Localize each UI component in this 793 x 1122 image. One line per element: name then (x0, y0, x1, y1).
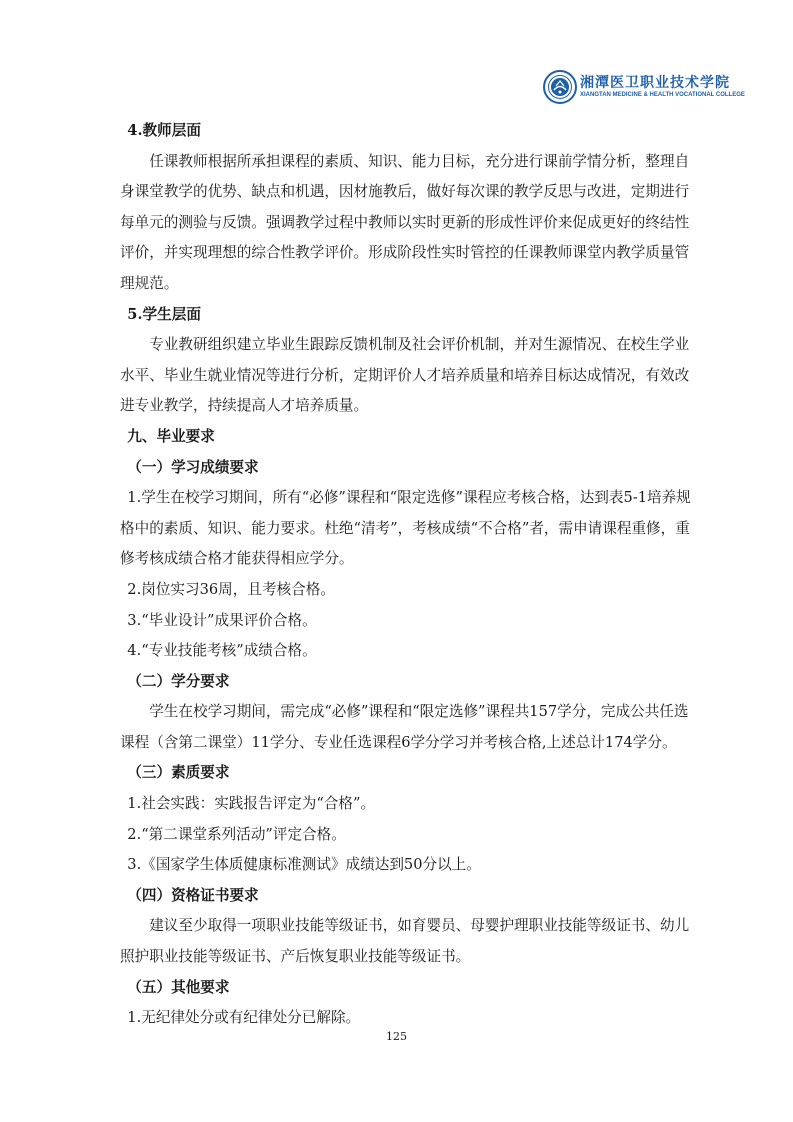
quality-item-3: 3.《国家学生体质健康标准测试》成绩达到50分以上。 (127, 856, 481, 874)
student-level-heading: 5.学生层面 (127, 305, 201, 323)
academic-item-4: 4.“专业技能考核”成绩合格。 (127, 642, 317, 660)
college-english-name: XIANGTAN MEDICINE & HEALTH VOCATIONAL COLLEGE (580, 92, 745, 98)
quality-requirements-heading: （三）素质要求 (127, 764, 230, 782)
document-body (120, 116, 698, 1034)
academic-item-1: 1.学生在校学习期间，所有“必修”课程和“限定选修”课程应考核合格，达到表5-1培养规格中的素质、知识、能力要求。杜绝“清考”，考核成绩“不合格”者，需申请课程重修，重修考核成绩合格才能获得相应学分。 (120, 489, 691, 568)
college-logo (543, 70, 743, 110)
credit-requirements-heading: （二）学分要求 (127, 672, 230, 690)
page-number: 125 (386, 1030, 407, 1043)
student-level-paragraph: 专业教研组织建立毕业生跟踪反馈机制及社会评价机制，并对生源情况、在校生学业水平、毕业生就业情况等进行分析，定期评价人才培养质量和培养目标达成情况，有效改进专业教学，持续提高人才培养质量。 (120, 336, 690, 415)
teacher-level-paragraph: 任课教师根据所承担课程的素质、知识、能力目标，充分进行课前学情分析，整理自身课堂教学的优势、缺点和机遇，因材施教后，做好每次课的教学反思与改进，定期进行每单元的测验与反馈。强调教学过程中教师以实时更新的形成性评价来促成更好的终结性评价，并实现理想的综合性教学评价。形成阶段性实时管控的任课教师课堂内教学质量管理规范。 (120, 152, 690, 292)
academic-item-3: 3.“毕业设计”成果评价合格。 (127, 611, 317, 629)
academic-requirements-heading: （一）学习成绩要求 (127, 458, 259, 476)
graduation-requirements-heading: 九、毕业要求 (127, 427, 215, 445)
certificate-requirements-paragraph: 建议至少取得一项职业技能等级证书，如育婴员、母婴护理职业技能等级证书、幼儿照护职业技能等级证书、产后恢复职业技能等级证书。 (120, 917, 690, 966)
credit-requirements-paragraph: 学生在校学习期间，需完成“必修”课程和“限定选修”课程共157学分，完成公共任选课程（含第二课堂）11学分、专业任选课程6学分学习并考核合格,上述总计174学分。 (120, 703, 689, 751)
college-name: 湘潭医卫职业技术学院 (580, 75, 730, 91)
other-requirements-heading: （五）其他要求 (127, 978, 230, 996)
quality-item-2: 2.“第二课堂系列活动”评定合格。 (127, 825, 346, 843)
college-seal-icon (543, 70, 577, 104)
quality-item-1: 1.社会实践：实践报告评定为“合格”。 (127, 795, 376, 813)
certificate-requirements-heading: （四）资格证书要求 (127, 886, 259, 904)
academic-item-2: 2.岗位实习36周，且考核合格。 (127, 580, 335, 598)
other-item-1: 1.无纪律处分或有纪律处分已解除。 (127, 1009, 361, 1027)
teacher-level-heading: 4.教师层面 (127, 122, 201, 139)
